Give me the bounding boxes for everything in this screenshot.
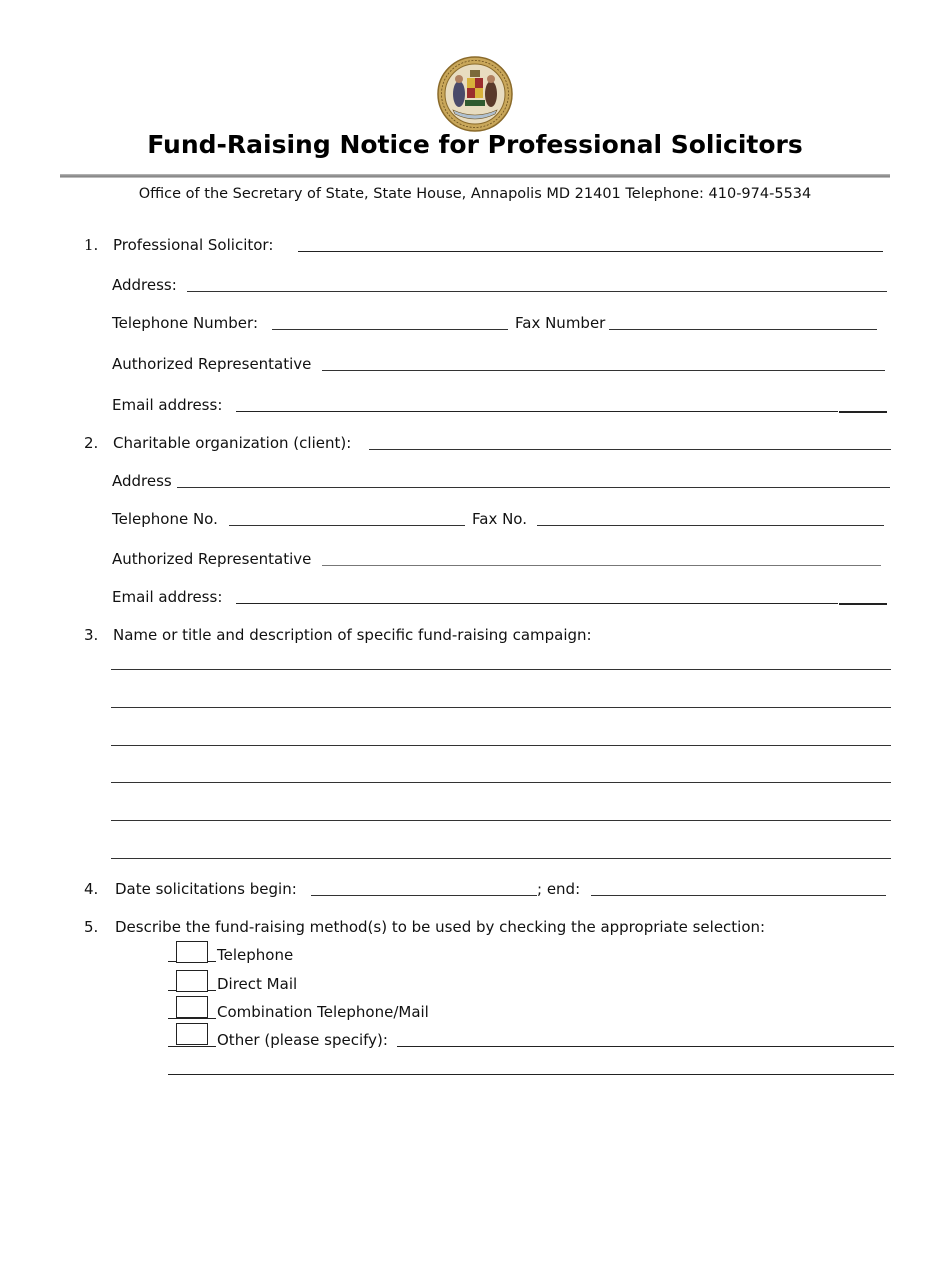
direct-mail-option-label: Direct Mail bbox=[217, 975, 298, 993]
section-5-number: 5. bbox=[84, 918, 99, 936]
solicitor-authorized-rep-field[interactable] bbox=[322, 370, 885, 371]
solicitor-address-field[interactable] bbox=[187, 291, 887, 292]
client-address-field[interactable] bbox=[177, 487, 890, 488]
header-divider bbox=[60, 174, 890, 178]
campaign-description-line[interactable] bbox=[111, 745, 891, 746]
page-title: Fund-Raising Notice for Professional Solicitors bbox=[147, 130, 803, 159]
solicitor-email-label: Email address: bbox=[112, 396, 223, 414]
client-authorized-rep-label: Authorized Representative bbox=[112, 550, 312, 568]
section-4-number: 4. bbox=[84, 880, 99, 898]
other-checkbox[interactable] bbox=[176, 1023, 208, 1045]
solicitor-email-field[interactable] bbox=[236, 411, 838, 412]
campaign-description-line[interactable] bbox=[111, 707, 891, 708]
option-underline bbox=[168, 1046, 216, 1047]
solicitor-telephone-label: Telephone Number: bbox=[112, 314, 258, 332]
client-fax-label: Fax No. bbox=[472, 510, 527, 528]
other-specify-field-continued[interactable] bbox=[168, 1074, 894, 1075]
client-authorized-rep-field[interactable] bbox=[322, 565, 881, 566]
charitable-organization-label: Charitable organization (client): bbox=[113, 434, 352, 452]
section-1-number: 1. bbox=[84, 236, 99, 254]
solicitor-fax-label: Fax Number bbox=[515, 314, 606, 332]
combination-checkbox[interactable] bbox=[176, 996, 208, 1018]
direct-mail-checkbox[interactable] bbox=[176, 970, 208, 992]
client-telephone-label: Telephone No. bbox=[112, 510, 218, 528]
solicitor-address-label: Address: bbox=[112, 276, 177, 294]
office-contact-line: Office of the Secretary of State, State House, Annapolis MD 21401 Telephone: 410-974-5534 bbox=[138, 186, 812, 202]
solicitations-end-label: ; end: bbox=[537, 880, 581, 898]
section-2-number: 2. bbox=[84, 434, 99, 452]
client-email-label: Email address: bbox=[112, 588, 223, 606]
charitable-organization-field[interactable] bbox=[369, 449, 891, 450]
client-email-field[interactable] bbox=[236, 603, 838, 604]
telephone-option-label: Telephone bbox=[217, 946, 294, 964]
solicitations-begin-label: Date solicitations begin: bbox=[115, 880, 297, 898]
fundraising-method-label: Describe the fund-raising method(s) to be used by checking the appropriate selection: bbox=[115, 918, 766, 936]
state-seal-icon bbox=[437, 56, 513, 132]
campaign-description-line[interactable] bbox=[111, 858, 891, 859]
solicitor-fax-field[interactable] bbox=[609, 329, 877, 330]
professional-solicitor-label: Professional Solicitor: bbox=[113, 236, 274, 254]
professional-solicitor-field[interactable] bbox=[298, 251, 883, 252]
solicitations-begin-field[interactable] bbox=[311, 895, 537, 896]
client-address-label: Address bbox=[112, 472, 172, 490]
option-underline bbox=[168, 1018, 216, 1019]
other-option-label: Other (please specify): bbox=[217, 1031, 388, 1049]
solicitor-email-field-tail bbox=[839, 411, 887, 413]
campaign-description-line[interactable] bbox=[111, 820, 891, 821]
campaign-description-line[interactable] bbox=[111, 669, 891, 670]
section-3-number: 3. bbox=[84, 626, 99, 644]
telephone-checkbox[interactable] bbox=[176, 941, 208, 963]
solicitor-telephone-field[interactable] bbox=[272, 329, 508, 330]
solicitations-end-field[interactable] bbox=[591, 895, 886, 896]
client-fax-field[interactable] bbox=[537, 525, 884, 526]
client-email-field-tail bbox=[839, 603, 887, 605]
campaign-description-line[interactable] bbox=[111, 782, 891, 783]
other-specify-field[interactable] bbox=[397, 1046, 894, 1047]
combination-option-label: Combination Telephone/Mail bbox=[217, 1003, 429, 1021]
client-telephone-field[interactable] bbox=[229, 525, 465, 526]
solicitor-authorized-rep-label: Authorized Representative bbox=[112, 355, 312, 373]
campaign-description-label: Name or title and description of specific fund-raising campaign: bbox=[113, 626, 592, 644]
